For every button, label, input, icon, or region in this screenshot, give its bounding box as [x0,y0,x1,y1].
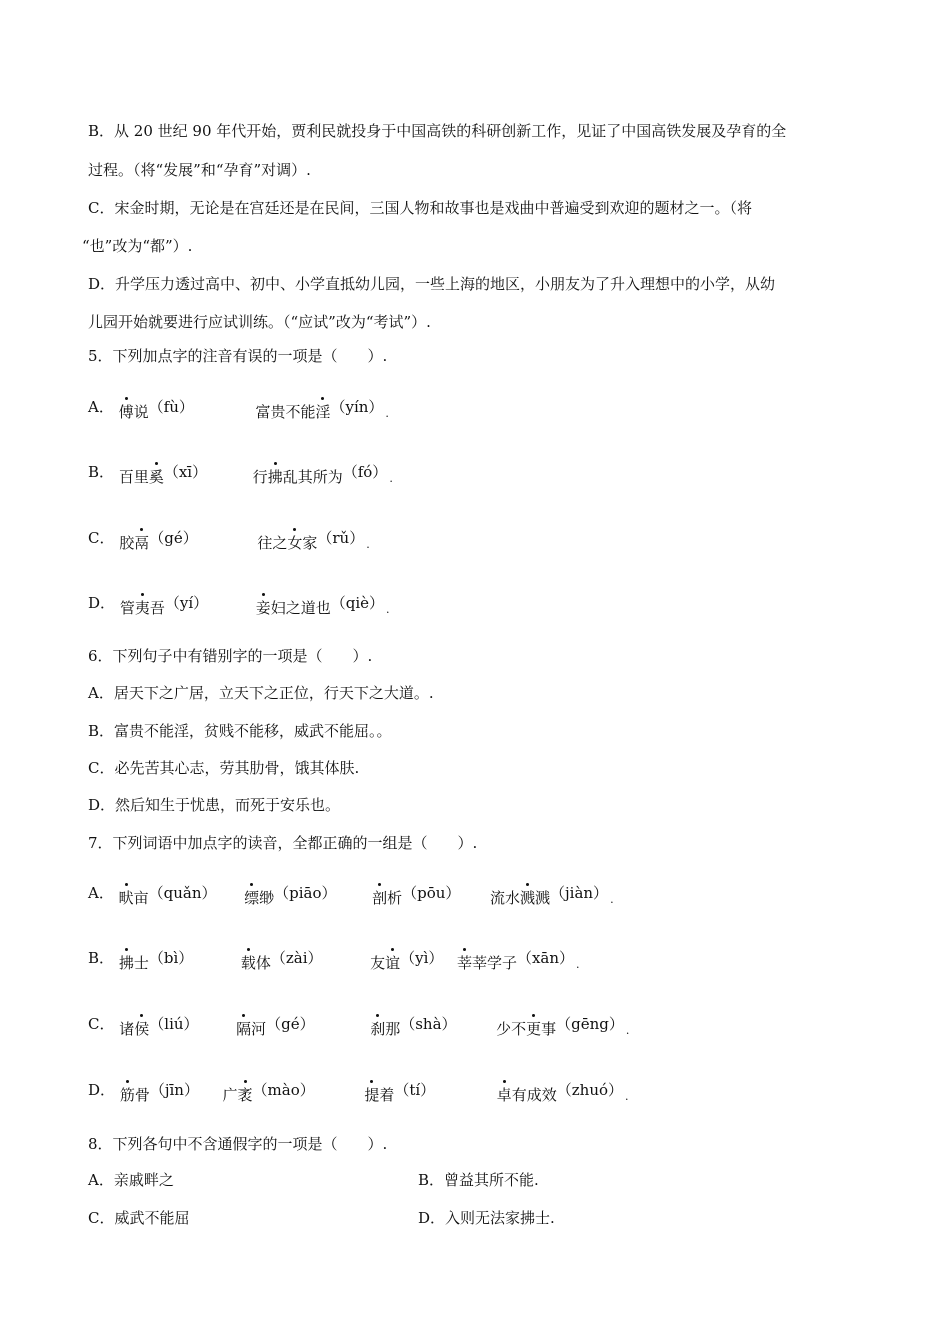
q6-option-c: C．必先苦其心志，劳其肋骨，饿其体肤. [88,759,360,777]
option-label: D． [88,1081,116,1099]
word: 管夷吾 [119,599,165,617]
pinyin: （yì） [400,949,444,967]
dotted-char: 奚 [148,468,164,486]
q7-option-a: A． 畎亩（quǎn） 缥缈（piāo） 剖析（pōu） 流水溅溅（jiàn） $_.$ [88,884,614,907]
dotted-char: 刹 [370,1020,386,1038]
word: 莘莘学子 [456,954,517,972]
pinyin: （zhuó） [556,1081,624,1099]
dotted-char: 妾 [255,599,271,617]
q8-option-b: B．曾益其所不能. [418,1171,539,1189]
pinyin: （mào） [252,1081,315,1099]
dotted-char: 缥 [244,889,260,907]
option-label: A． [88,884,114,902]
q5-option-b: B． 百里奚（xī） 行拂乱其所为（fó） $_.$ [88,463,393,486]
dotted-char: 更 [526,1020,542,1038]
pinyin: （piāo） [274,884,337,902]
dotted-char: 拂 [267,468,283,486]
q4-option-c-line2: “也”改为“都”）. [82,237,193,255]
word: 剖析 [372,889,403,907]
pinyin: （rǔ） [317,529,365,547]
option-label: D． [88,594,116,612]
pinyin: （jīn） [149,1081,199,1099]
q5-option-d: D． 管夷吾（yí） 妾妇之道也（qiè） $_.$ [88,594,390,617]
option-label: A． [88,398,114,416]
word: 提着 [364,1086,395,1104]
word: 胶鬲 [119,534,150,552]
q4-option-c-line1: C．宋金时期，无论是在宫廷还是在民间，三国人物和故事也是戏曲中普遍受到欢迎的题材之一。（将 [88,199,752,217]
word: 缥缈 [244,889,275,907]
pinyin: （shà） [400,1015,457,1033]
q7-option-b: B． 拂士（bì） 载体（zài） 友谊（yì） 莘莘学子（xān） $_.$ [88,949,580,972]
word: 富贵不能淫 [255,403,331,421]
word: 往之女家 [257,534,318,552]
q4-option-d-line2: 儿园开始就要进行应试训练。（“应试”改为“考试”）. [88,313,431,331]
q7-option-d: D． 筋骨（jīn） 广袤（mào） 提着（tí） 卓有成效（zhuó） $_.$ [88,1081,629,1104]
dotted-char: 提 [364,1086,380,1104]
pinyin: （qiè） [330,594,385,612]
word: 隔河 [236,1020,267,1038]
q8-option-c: C．威武不能屈 [88,1209,190,1227]
word: 刹那 [370,1020,401,1038]
pinyin: （tí） [394,1081,436,1099]
pinyin: （zài） [270,949,323,967]
dotted-char: 傅 [118,403,134,421]
q5-option-c: C． 胶鬲（gé） 往之女家（rǔ） $_.$ [88,529,370,552]
word: 行拂乱其所为 [252,468,343,486]
q8-option-d: D．入则无法家拂士. [418,1209,555,1227]
dotted-char: 剖 [372,889,388,907]
dotted-char: 袤 [237,1086,253,1104]
q8-option-a: A．亲戚畔之 [88,1171,174,1189]
q5-stem: 5．下列加点字的注音有误的一项是（ ）. [88,347,388,365]
dotted-char: 夷 [134,599,150,617]
word: 百里奚 [118,468,164,486]
q8-stem: 8．下列各句中不含通假字的一项是（ ）. [88,1135,388,1153]
option-label: B． [88,949,115,967]
pinyin: （yín） [330,398,384,416]
pinyin: （yí） [164,594,209,612]
q7-option-c: C． 诸侯（liú） 隔河（gé） 刹那（shà） 少不更事（gēng） $_.$ [88,1015,630,1038]
dotted-char: 隔 [236,1020,252,1038]
dotted-char: 筋 [119,1086,135,1104]
pinyin: （fù） [148,398,194,416]
q5-option-a: A． 傅说（fù） 富贵不能淫（yín） $_.$ [88,398,389,421]
q6-option-a: A．居天下之广居，立天下之正位，行天下之大道。. [88,684,434,702]
word: 少不更事 [496,1020,557,1038]
word: 傅说 [118,403,149,421]
word: 畎亩 [118,889,149,907]
pinyin: （liú） [149,1015,199,1033]
dotted-char: 畎 [118,889,134,907]
dotted-char: 侯 [134,1020,150,1038]
dotted-char: 莘 [456,954,472,972]
pinyin: （gé） [149,529,198,547]
word: 拂士 [118,954,149,972]
q7-stem: 7．下列词语中加点字的读音，全都正确的一组是（ ）. [88,834,478,852]
dotted-char: 溅 [519,889,535,907]
pinyin: （bì） [148,949,194,967]
dotted-char: 女 [287,534,303,552]
pinyin: （gēng） [556,1015,624,1033]
pinyin: （jiàn） [550,884,609,902]
q6-stem: 6．下列句子中有错别字的一项是（ ）. [88,647,373,665]
dotted-char: 鬲 [134,534,150,552]
word: 友谊 [370,954,401,972]
word: 广袤 [222,1086,253,1104]
word: 卓有成效 [496,1086,557,1104]
word: 流水溅溅 [489,889,550,907]
pinyin: （xān） [516,949,575,967]
dotted-char: 载 [240,954,256,972]
pinyin: （fó） [342,463,388,481]
q4-option-b-line2: 过程。（将“发展”和“孕育”对调）. [88,161,311,179]
option-label: C． [88,1015,115,1033]
dotted-char: 淫 [315,403,331,421]
pinyin: （pōu） [402,884,461,902]
q6-option-d: D．然后知生于忧患，而死于安乐也。 [88,796,341,814]
pinyin: （xī） [163,463,208,481]
word: 载体 [240,954,271,972]
pinyin: （gé） [266,1015,315,1033]
dotted-char: 谊 [385,954,401,972]
q4-option-b-line1: B．从 20 世纪 90 年代开始，贾利民就投身于中国高铁的科研创新工作，见证了中国高铁发展及孕育的全 [88,122,787,140]
q4-option-d-line1: D．升学压力透过高中、初中、小学直抵幼儿园，一些上海的地区，小朋友为了升入理想中的小学，从幼 [88,275,776,293]
option-label: B． [88,463,115,481]
word: 妾妇之道也 [255,599,331,617]
dotted-char: 拂 [118,954,134,972]
q6-option-b: B．富贵不能淫，贫贱不能移，威武不能屈。。 [88,722,392,740]
option-label: C． [88,529,115,547]
word: 筋骨 [119,1086,150,1104]
word: 诸侯 [119,1020,150,1038]
dotted-char: 卓 [496,1086,512,1104]
pinyin: （quǎn） [148,884,217,902]
